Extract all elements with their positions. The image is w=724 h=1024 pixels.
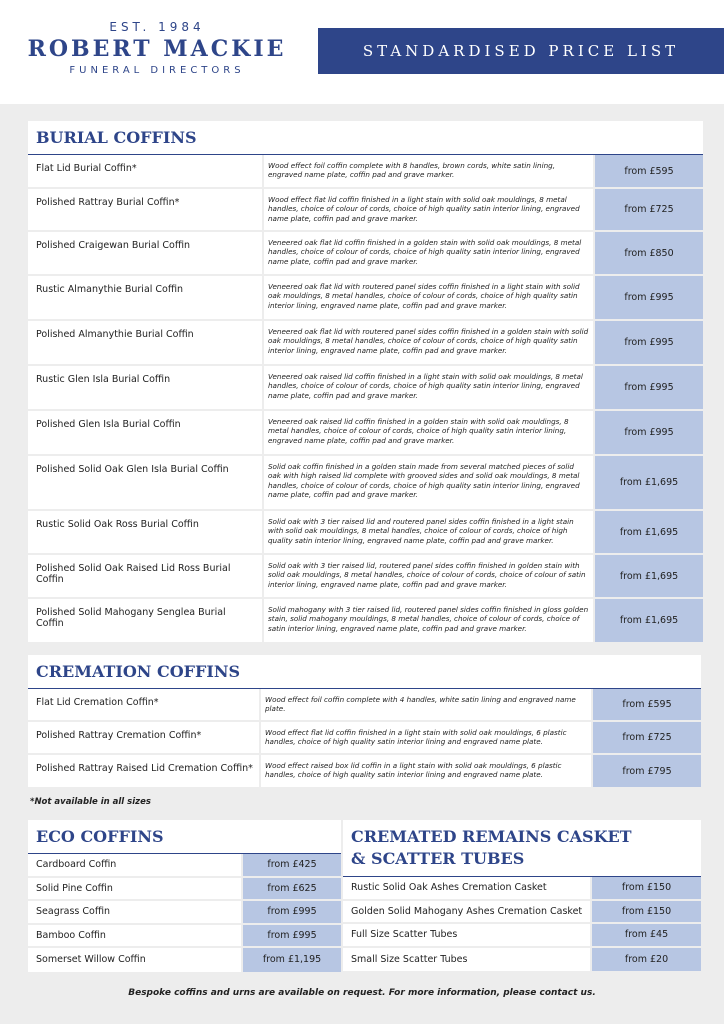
item-price: from £625: [243, 878, 341, 900]
item-description: Solid oak with 3 tier raised lid, routered panel sides coffin finished in golden stain with solid oak mouldings, 8 metal handles, choice of colour of cords, choice of colour of satin interior lining, engraved name plate, coffin pad and grave marker.: [264, 555, 595, 597]
section-title: [343, 820, 701, 876]
cremated-remains-section: [343, 820, 701, 971]
item-name: Rustic Solid Oak Ross Burial Coffin: [28, 511, 264, 553]
item-name: Flat Lid Burial Coffin*: [28, 155, 264, 187]
item-description: Veneered oak flat lid coffin finished in a golden stain with solid oak mouldings, 8 metal handles, choice of colour of cords, choice of high quality satin interior lining, engraved name plate, coffin pad and grave marker.: [264, 232, 595, 274]
table-row: [28, 925, 341, 949]
logo-est: EST. 1984: [109, 20, 205, 34]
table-row: [28, 854, 341, 878]
item-description: Wood effect foil coffin complete with 4 handles, white satin lining and engraved name plate.: [261, 689, 593, 720]
item-price: from £995: [243, 925, 341, 947]
item-description: Veneered oak flat lid with routered panel sides coffin finished in a golden stain with solid oak mouldings, 8 metal handles, choice of colour of cords, choice of high quality satin interior lining, engraved name plate, coffin pad and grave marker.: [264, 321, 595, 364]
burial-coffins-section: [28, 121, 703, 642]
item-name: Solid Pine Coffin: [28, 878, 243, 900]
table-row: [28, 555, 703, 599]
item-price: from £150: [592, 877, 701, 899]
item-price: from £995: [595, 411, 703, 454]
table-row: [28, 901, 341, 925]
item-name: Small Size Scatter Tubes: [343, 948, 592, 972]
item-price: from £995: [243, 901, 341, 923]
section-title: ECO COFFINS: [36, 827, 164, 846]
logo-company-name: ROBERT MACKIE: [27, 36, 287, 62]
eco-table: [28, 854, 341, 972]
item-name: Polished Glen Isla Burial Coffin: [28, 411, 264, 454]
company-logo: [22, 20, 292, 76]
item-description: Wood effect raised box lid coffin in a light stain with solid oak mouldings, 6 plastic handles, choice of high quality satin interior lining and engraved name plate.: [261, 755, 593, 787]
item-price: from £595: [595, 155, 703, 187]
table-row: [28, 511, 703, 555]
item-price: from £795: [593, 755, 701, 787]
table-row: [28, 276, 703, 321]
section-title: CREMATION COFFINS: [36, 662, 241, 681]
table-row: [343, 877, 701, 901]
table-row: [28, 689, 701, 722]
table-row: [28, 366, 703, 411]
table-row: [28, 948, 341, 972]
item-price: from £1,195: [243, 948, 341, 972]
item-name: Golden Solid Mahogany Ashes Cremation Casket: [343, 901, 592, 923]
table-row: [28, 411, 703, 456]
table-row: [343, 948, 701, 972]
item-description: Wood effect flat lid coffin finished in a light stain with solid oak mouldings, 6 plastic handles, choice of high quality satin interior lining and engraved name plate.: [261, 722, 593, 753]
item-name: Rustic Almanythie Burial Coffin: [28, 276, 264, 319]
item-name: Polished Solid Mahogany Senglea Burial Coffin: [28, 599, 264, 642]
item-price: from £725: [595, 189, 703, 230]
item-price: from £850: [595, 232, 703, 274]
section-title-line: & SCATTER TUBES: [351, 849, 525, 868]
ashes-table: [343, 877, 701, 971]
item-description: Veneered oak raised lid coffin finished in a light stain with solid oak mouldings, 8 metal handles, choice of colour of cords, choice of high quality satin interior lining, engraved name plate, coffin pad and grave marker.: [264, 366, 595, 409]
item-name: Polished Rattray Cremation Coffin*: [28, 722, 261, 753]
table-row: [28, 722, 701, 755]
bespoke-note: Bespoke coffins and urns are available on request. For more information, please contact us.: [128, 988, 596, 998]
item-name: Cardboard Coffin: [28, 854, 243, 876]
section-title: BURIAL COFFINS: [36, 128, 197, 147]
item-description: Wood effect flat lid coffin finished in a light stain with solid oak mouldings, 8 metal handles, choice of colour of cords, choice of high quality satin interior lining, engraved name plate, coffin pad and grave marker.: [264, 189, 595, 230]
table-row: [28, 155, 703, 189]
item-name: Polished Solid Oak Glen Isla Burial Coffin: [28, 456, 264, 509]
item-price: from £995: [595, 321, 703, 364]
item-name: Somerset Willow Coffin: [28, 948, 243, 972]
item-price: from £995: [595, 366, 703, 409]
item-price: from £725: [593, 722, 701, 753]
cremation-table: [28, 689, 701, 787]
item-name: Polished Rattray Raised Lid Cremation Coffin*: [28, 755, 261, 787]
item-price: from £1,695: [595, 511, 703, 553]
item-description: Solid oak with 3 tier raised lid and routered panel sides coffin finished in a light stain with solid oak mouldings, 8 metal handles, choice of colour of cords, choice of high quality satin interior lining, engraved name plate, coffin pad and grave marker.: [264, 511, 595, 553]
section-title-line: CREMATED REMAINS CASKET: [351, 826, 632, 846]
item-description: Veneered oak flat lid with routered panel sides coffin finished in a light stain with solid oak mouldings, 8 metal handles, choice of colour of cords, choice of high quality satin interior lining, engraved name plate, coffin pad and grave marker.: [264, 276, 595, 319]
availability-footnote: *Not available in all sizes: [30, 797, 151, 807]
table-row: [28, 878, 341, 902]
header: [0, 0, 724, 104]
logo-subtitle: FUNERAL DIRECTORS: [69, 65, 245, 76]
item-price: from £1,695: [595, 456, 703, 509]
table-row: [343, 901, 701, 925]
item-name: Seagrass Coffin: [28, 901, 243, 923]
item-price: from £425: [243, 854, 341, 876]
item-name: Polished Rattray Burial Coffin*: [28, 189, 264, 230]
table-row: [28, 755, 701, 787]
item-price: from £1,695: [595, 555, 703, 597]
item-price: from £45: [592, 924, 701, 946]
table-row: [28, 232, 703, 276]
item-price: from £20: [592, 948, 701, 972]
item-name: Polished Solid Oak Raised Lid Ross Burial Coffin: [28, 555, 264, 597]
table-row: [28, 456, 703, 511]
item-description: Solid mahogany with 3 tier raised lid, routered panel sides coffin finished in gloss golden stain, solid mahogany mouldings, 8 metal handles, choice of colour of cords, choice of satin interior lining, engraved name plate, coffin pad and grave marker.: [264, 599, 595, 642]
item-name: Flat Lid Cremation Coffin*: [28, 689, 261, 720]
price-list-banner: STANDARDISED PRICE LIST: [318, 28, 724, 74]
item-price: from £150: [592, 901, 701, 923]
burial-table: [28, 155, 703, 642]
table-row: [28, 599, 703, 642]
table-row: [28, 189, 703, 232]
item-name: Rustic Solid Oak Ashes Cremation Casket: [343, 877, 592, 899]
item-description: Wood effect foil coffin complete with 8 handles, brown cords, white satin lining, engraved name plate, coffin pad and grave marker.: [264, 155, 595, 187]
item-name: Polished Craigewan Burial Coffin: [28, 232, 264, 274]
item-description: Veneered oak raised lid coffin finished in a golden stain with solid oak mouldings, 8 metal handles, choice of colour of cords, choice of high quality satin interior lining, engraved name plate, coffin pad and grave marker.: [264, 411, 595, 454]
item-name: Rustic Glen Isla Burial Coffin: [28, 366, 264, 409]
table-row: [28, 321, 703, 366]
item-description: Solid oak coffin finished in a golden stain made from several matched pieces of solid oak with high raised lid complete with grooved sides and solid oak mouldings, 8 metal handles, choice of colour of cords, choice of high quality satin interior lining, engraved name plate, coffin pad and grave marker.: [264, 456, 595, 509]
item-name: Polished Almanythie Burial Coffin: [28, 321, 264, 364]
item-price: from £1,695: [595, 599, 703, 642]
item-name: Full Size Scatter Tubes: [343, 924, 592, 946]
item-name: Bamboo Coffin: [28, 925, 243, 947]
item-price: from £995: [595, 276, 703, 319]
table-row: [343, 924, 701, 948]
cremation-coffins-section: [28, 655, 701, 787]
item-price: from £595: [593, 689, 701, 720]
eco-coffins-section: [28, 820, 341, 972]
